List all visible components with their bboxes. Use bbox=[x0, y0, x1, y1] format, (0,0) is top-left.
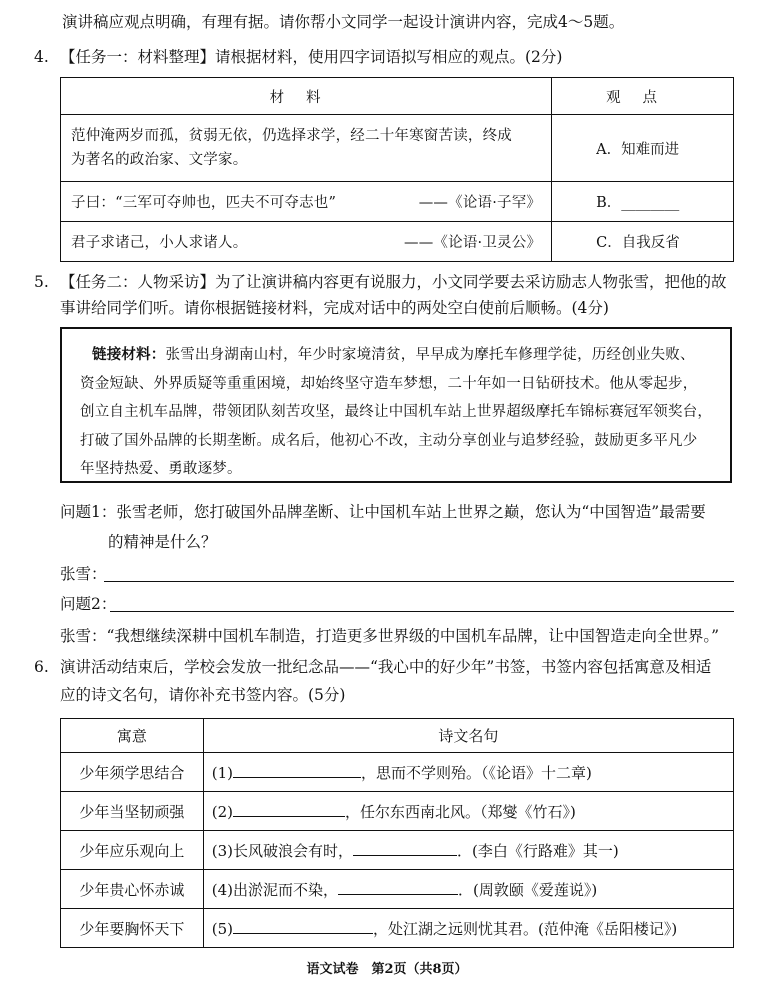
poem-suffix: ．(李白《行路难》其一) bbox=[457, 841, 619, 860]
poem-suffix: ，任尔东西南北风。（郑燮《竹石》) bbox=[345, 802, 576, 821]
link-line: 年坚持热爱、勇敢逐梦。 bbox=[80, 461, 242, 477]
q6-line2: 应的诗文名句，请你补充书签内容。(5分) bbox=[60, 686, 346, 704]
table-row bbox=[61, 753, 734, 792]
table-row bbox=[61, 792, 734, 831]
view-cell: C．自我反省 bbox=[552, 222, 734, 262]
question1-line1: 问题1：张雪老师，您打破国外品牌垄断、让中国机车站上世界之巅，您认为“中国智造”最需要 bbox=[60, 503, 706, 521]
poem-prefix: (1) bbox=[211, 763, 233, 782]
poem-blank[interactable] bbox=[233, 802, 345, 817]
table-row bbox=[61, 870, 734, 909]
poem-blank[interactable] bbox=[353, 841, 457, 856]
material-line: 子曰：“三军可夺帅也，匹夫不可夺志也” bbox=[71, 195, 337, 211]
q5-number: 5. bbox=[34, 273, 49, 291]
poem-suffix: ，处江湖之远则忧其君。(范仲淹《岳阳楼记》) bbox=[373, 919, 678, 938]
link-line: 打破了国外品牌的长期垄断。成名后，他初心不改，主动分享创业与追梦经验，鼓励更多平凡少 bbox=[80, 432, 698, 449]
table-row bbox=[61, 115, 734, 182]
view-cell: A．知难而进 bbox=[552, 115, 734, 182]
table-row bbox=[61, 222, 734, 262]
header-material: 材料 bbox=[61, 78, 552, 115]
q6-number: 6. bbox=[34, 658, 49, 676]
meaning-cell: 少年贵心怀赤诚 bbox=[61, 870, 204, 909]
final-answer-line: 张雪：“我想继续深耕中国机车制造，打造更多世界级的中国机车品牌，让中国智造走向全世界。” bbox=[60, 627, 720, 645]
header-poem: 诗文名句 bbox=[203, 719, 733, 753]
link-line: 创立自主机车品牌，带领团队刻苦攻坚，最终让中国机车站上世界超级摩托车锦标赛冠军领奖台， bbox=[80, 404, 713, 420]
material-line: 君子求诸己，小人求诸人。 bbox=[71, 235, 248, 251]
intro-line: 演讲稿应观点明确，有理有据。请你帮小文同学一起设计演讲内容，完成4～5题。 bbox=[62, 13, 625, 31]
material-line: 范仲淹两岁而孤，贫弱无依，仍选择求学，经二十年寒窗苦读，终成 bbox=[71, 128, 512, 144]
q4-number: 4. bbox=[34, 48, 49, 66]
table-row bbox=[61, 182, 734, 222]
poem-blank[interactable] bbox=[233, 919, 373, 934]
material-source: ——《论语·卫灵公》 bbox=[404, 235, 542, 251]
q5-line1: 【任务二：人物采访】为了让演讲稿内容更有说服力，小文同学要去采访励志人物张雪，把他的故 bbox=[60, 273, 727, 291]
header-meaning: 寓意 bbox=[61, 719, 204, 753]
material-table bbox=[60, 77, 734, 262]
poem-prefix: (5) bbox=[211, 919, 233, 938]
q6-line1: 演讲活动结束后，学校会发放一批纪念品——“我心中的好少年”书签，书签内容包括寓意及相适 bbox=[60, 658, 712, 676]
poem-prefix: (2) bbox=[211, 802, 233, 821]
header-view: 观点 bbox=[552, 78, 734, 115]
link-label: 链接材料： bbox=[92, 346, 166, 363]
question1-line2: 的精神是什么？ bbox=[108, 533, 217, 551]
material-source: ——《论语·子罕》 bbox=[418, 195, 542, 211]
bookmark-table bbox=[60, 718, 734, 948]
meaning-cell: 少年要胸怀天下 bbox=[61, 909, 204, 948]
link-line: 资金短缺、外界质疑等重重困境，却始终坚守造车梦想，二十年如一日钻研技术。他从零起步， bbox=[80, 375, 698, 392]
poem-prefix: (4)出淤泥而不染， bbox=[211, 880, 338, 899]
question2-label: 问题2： bbox=[60, 595, 117, 613]
table-row bbox=[61, 831, 734, 870]
q5-line2: 事讲给同学们听。请你根据链接材料，完成对话中的两处空白使前后顺畅。(4分) bbox=[60, 299, 609, 317]
meaning-cell: 少年应乐观向上 bbox=[61, 831, 204, 870]
page-footer: 语文试卷 第2页（共8页） bbox=[306, 962, 468, 977]
meaning-cell: 少年须学思结合 bbox=[61, 753, 204, 792]
link-line: 张雪出身湖南山村，年少时家境清贫，早早成为摩托车修理学徒，历经创业失败、 bbox=[165, 347, 695, 363]
link-material-box bbox=[60, 327, 732, 483]
poem-blank[interactable] bbox=[233, 763, 361, 778]
view-cell[interactable]: B．________ bbox=[552, 182, 734, 222]
poem-blank[interactable] bbox=[338, 880, 458, 895]
material-line: 为著名的政治家、文学家。 bbox=[71, 152, 248, 168]
poem-suffix: ，思而不学则殆。（《论语》十二章) bbox=[361, 763, 592, 782]
answer-blank-line[interactable] bbox=[104, 580, 734, 582]
table-row bbox=[61, 909, 734, 948]
poem-prefix: (3)长风破浪会有时， bbox=[211, 841, 353, 860]
meaning-cell: 少年当坚韧顽强 bbox=[61, 792, 204, 831]
answer-label: 张雪： bbox=[60, 565, 107, 583]
q4-text: 【任务一：材料整理】请根据材料，使用四字词语拟写相应的观点。(2分) bbox=[60, 48, 563, 66]
question2-blank-line[interactable] bbox=[110, 610, 734, 612]
poem-suffix: ．(周敦颐《爱莲说》) bbox=[458, 880, 598, 899]
